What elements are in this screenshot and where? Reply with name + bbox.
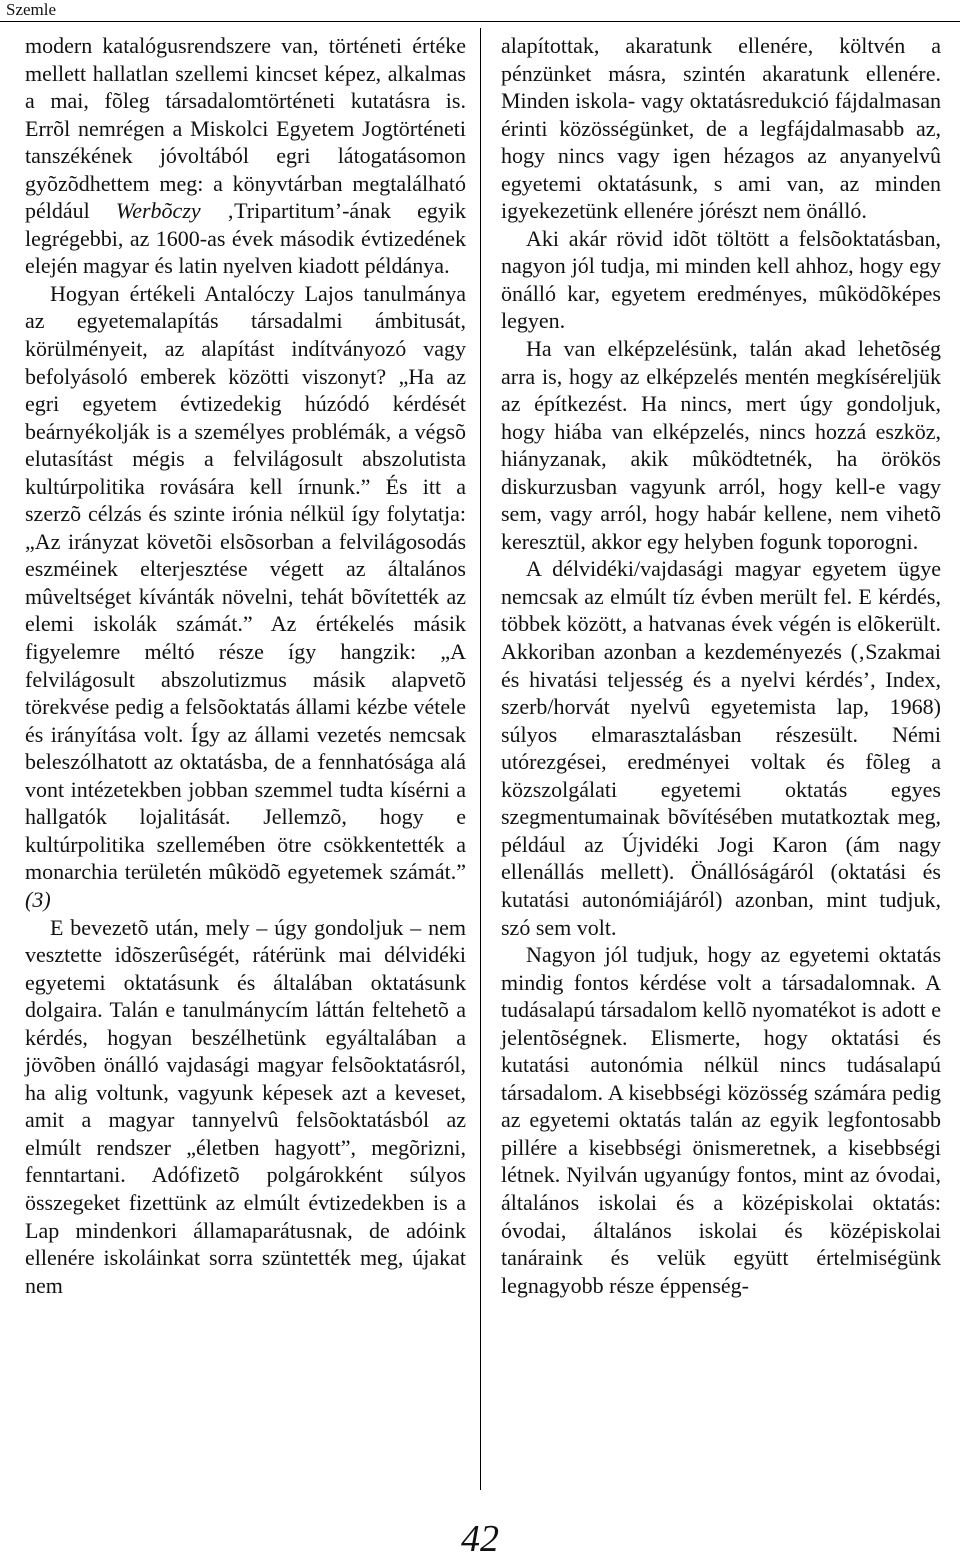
section-label: Szemle	[6, 0, 57, 19]
right-column	[501, 32, 941, 1299]
paragraph-text: A délvidéki/vajdasági magyar egyetem ügye nemcsak az elmúlt tíz évben merült fel. E kérdés, többek között, a hatvanas évek végén is elõkerült. Akkoriban azonban a kezdeményezés (‚Szakmai és hivatási teljesség és a nyelvi kérdés’, Index, szerb/horvát nyelvû egyetemista lap, 1968) súlyos elmarasztalásban részesült. Némi utórezgései, eredményei voltak és fõleg a közszolgálati egyetemi oktatás egyes szegmentumainak bõvítésében mutatkoztak meg, például az Újvidéki Jogi Karon (ám nagy ellenállás mellett). Önállóságáról (oktatási és kutatási autonómiájáról) azonban, mint tudjuk, szó sem volt.	[501, 556, 941, 940]
paragraph	[501, 941, 941, 1299]
header-rule	[0, 21, 960, 22]
paragraph	[501, 225, 941, 335]
paragraph-text: modern katalógusrendszere van, történeti értéke mellett hallatlan szellemi kincset képez, alkalmas a mai, fõleg társadalomtörténeti kutatásra is. Errõl nemrégen a Miskolci Egyetem Jogtörténeti tanszékének jóvoltából egri látogatásomon gyõzõdhettem meg: a könyvtárban megtalálható például	[25, 33, 466, 224]
paragraph	[501, 32, 941, 225]
paragraph-text: Hogyan értékeli Antalóczy Lajos tanulmánya az egyetemalapítás társadalmi ámbitusát, körülményeit, az alapítást indítványozó vagy befolyásoló emberek közötti viszonyt? „Ha az egri egyetem évtizedekig húzódó kérdését beárnyékolják is a személyes problémák, a végsõ elutasítást mégis a felvilágosult abszolutista kultúrpolitika rovására kell írnunk.” És itt a szerzõ célzás és szinte irónia nélkül így folytatja: „Az irányzat követõi elsõsorban a felvilágosodás eszméinek elterjesztése végett az általános mûveltséget kívánták növelni, tehát bõvítették az elemi iskolák számát.” Az értékelés másik figyelemre méltó része így hangzik: „A felvilágosult abszolutizmus másik alapvetõ törekvése pedig a felsõoktatás állami kézbe vétele és irányítása volt. Így az állami vezetés nemcsak beleszólhatott az oktatásba, de a fennhatósága alá vont intézetekben jobban szemmel tudta kísérni a hallgatók lojalitását. Jellemzõ, hogy e kultúrpolitika szellemében ötre csökkentették a monarchia területén mûködõ egyetemek számát.”	[25, 280, 466, 885]
paragraph	[25, 280, 466, 914]
column-divider	[480, 28, 481, 1490]
paragraph-text: Ha van elképzelésünk, talán akad lehetõség arra is, hogy az elképzelés mentén megkíséreljük az építkezést. Ha nincs, mert úgy gondoljuk, hogy hiába van elképzelés, nincs hozzá eszköz, hiányzanak, akik mûködtetnék, ha örökös diskurzusban vagyunk arról, hogy kell-e vagy sem, vagy arról, hogy habár kellene, nem vihetõ keresztül, akkor egy helyben fogunk toporogni.	[501, 336, 941, 554]
paragraph	[501, 555, 941, 941]
italic-text: (3)	[25, 886, 51, 912]
paragraph	[501, 335, 941, 555]
paragraph-text: ‚Tripartitum’-ának egyik legrégebbi, az 1600-as évek második évtizedének elején magyar és latin nyelven kiadott példánya.	[25, 198, 466, 279]
left-column	[25, 32, 466, 1299]
paragraph-text: Aki akár rövid idõt töltött a felsõoktatásban, nagyon jól tudja, mi minden kell ahhoz, hogy egy önálló kar, egyetem eredményes, mûködõképes legyen.	[501, 225, 941, 334]
paragraph-text: Nagyon jól tudjuk, hogy az egyetemi oktatás mindig fontos kérdése volt a társadalomnak. A tudásalapú társadalom kellõ nyomatékot is adott e jelentõségnek. Elismerte, hogy oktatási és kutatási autonómia nélkül nincs tudásalapú társadalom. A kisebbségi közösség számára pedig az egyetemi oktatás talán az egyik legfontosabb pillére a kisebbségi önismeretnek, a kisebbségi létnek. Nyilván ugyanúgy fontos, mint az óvodai, általános iskolai és a középiskolai oktatás: óvodai, általános iskolai és középiskolai tanáraink és velük együtt értelmiségünk legnagyobb része éppenség-	[501, 942, 941, 1298]
paragraph-text: E bevezetõ után, mely – úgy gondoljuk – nem vesztette idõszerûségét, rátérünk mai délvidéki egyetemi oktatásunk és általában oktatásunk dolgaira. Talán e tanulmánycím láttán feltehetõ a kérdés, hogyan beszélhetünk egyáltalában a jövõben önálló vajdasági magyar felsõoktatásról, ha alig voltunk, vagyunk képesek azt a keveset, amit a magyar tannyelvû felsõoktatásból az elmúlt rendszer „életben hagyott”, megõrizni, fenntartani. Adófizetõ polgárokként súlyos összegeket fizettünk az elmúlt évtizedekben is a Lap mindenkori államaparátusnak, de adóink ellenére iskoláinkat sorra szüntették meg, újakat nem	[25, 914, 466, 1298]
page-number: 42	[461, 1518, 499, 1560]
paragraph-text: alapítottak, akaratunk ellenére, költvén a pénzünket másra, szintén akaratunk ellenére. Minden iskola- vagy oktatásredukció fájdalmasan érinti közösségünket, de a legfájdalmasabb az, hogy nincs vagy igen hézagos az anyanyelvû egyetemi oktatásunk, s ami van, az minden igyekezetünk ellenére jórészt nem önálló.	[501, 33, 941, 224]
paragraph	[25, 914, 466, 1300]
paragraph	[25, 32, 466, 280]
italic-text: Werbõczy	[115, 198, 201, 224]
